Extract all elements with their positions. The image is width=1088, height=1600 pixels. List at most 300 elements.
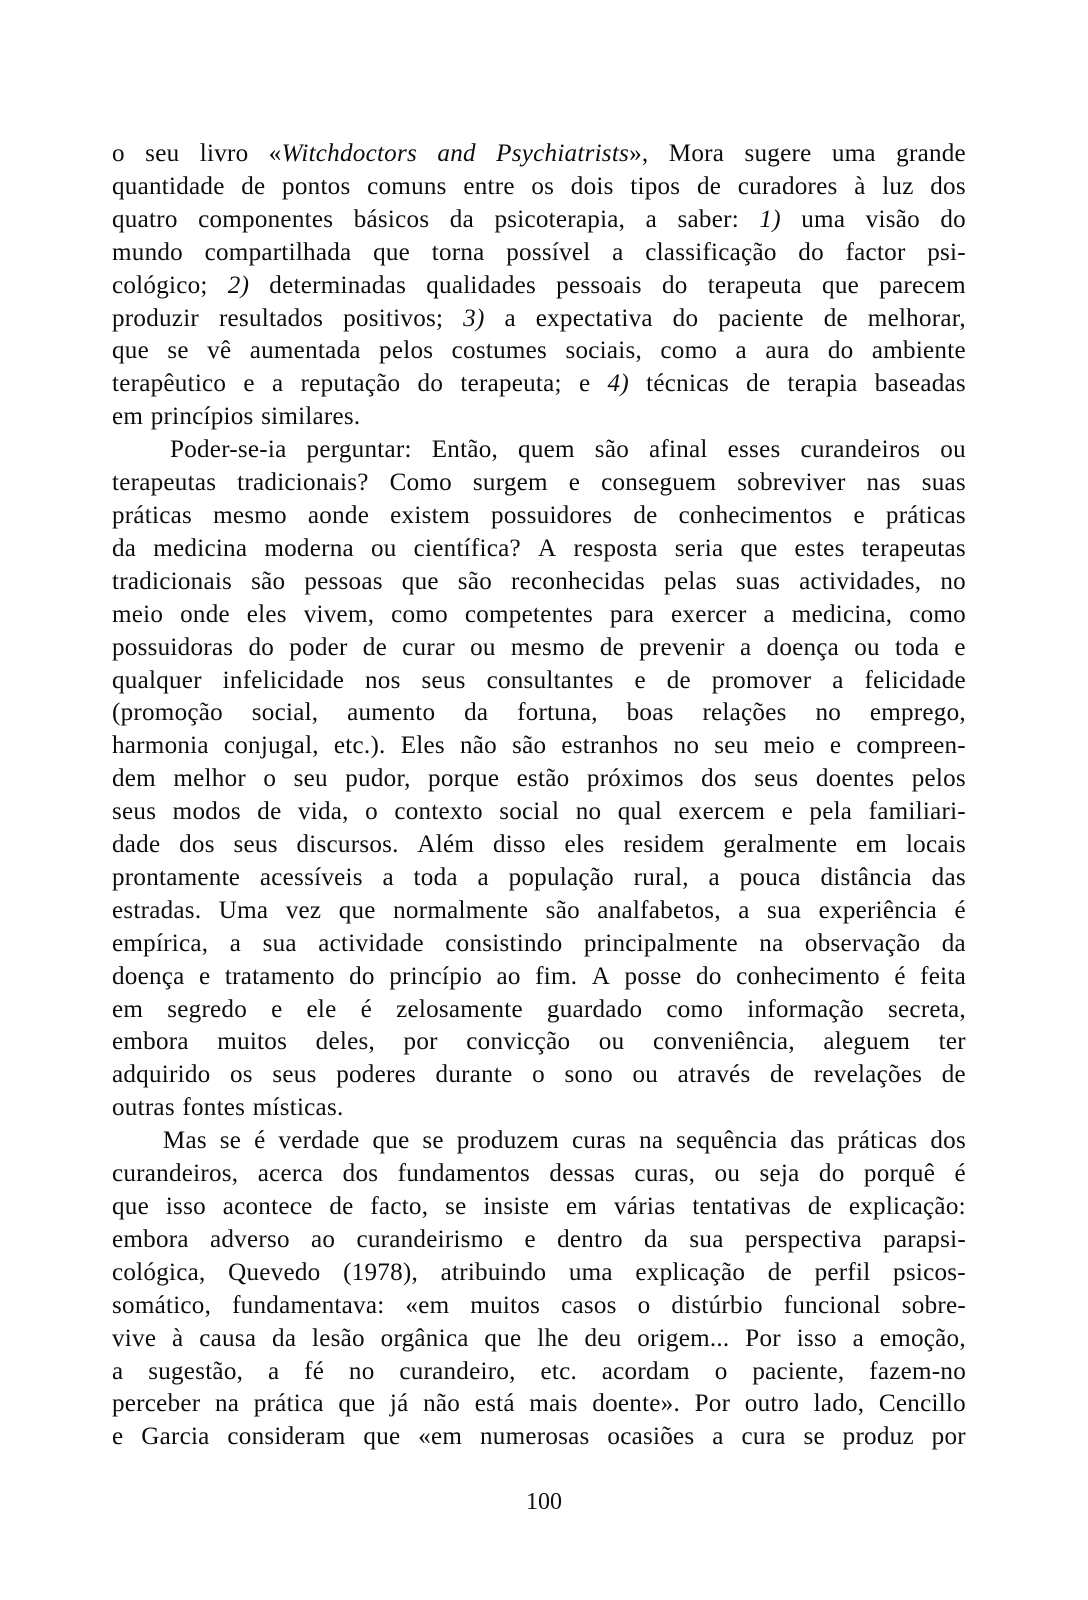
word: para — [609, 600, 655, 628]
word: do — [349, 962, 375, 990]
word: das — [790, 1127, 825, 1155]
word: dos — [342, 1160, 379, 1188]
word: a — [267, 1357, 280, 1385]
word: empírica, — [112, 929, 209, 957]
word: A — [591, 962, 611, 990]
word: como — [391, 600, 448, 628]
word: acordam — [601, 1357, 690, 1385]
word: compartilhada — [204, 238, 352, 266]
word: do — [940, 205, 966, 233]
word: social — [499, 798, 560, 826]
word: de — [823, 304, 848, 332]
paragraph-1 — [112, 138, 966, 434]
word: mesmo — [510, 633, 585, 661]
word: vida, — [297, 798, 349, 826]
word: no — [940, 567, 966, 595]
word: compreen- — [856, 732, 966, 760]
word: por — [403, 1028, 438, 1056]
word: entre — [463, 172, 515, 200]
word: costumes — [451, 337, 548, 365]
word: do — [818, 1160, 845, 1188]
word: isso — [796, 1324, 837, 1352]
word: no — [348, 1357, 375, 1385]
word: de — [599, 633, 624, 661]
word: grande — [896, 140, 966, 167]
word: Psychiatrists», — [496, 140, 649, 167]
word: durante — [435, 1061, 513, 1089]
word: Por — [694, 1390, 731, 1418]
word: sobre- — [901, 1291, 966, 1319]
text-line — [112, 303, 966, 336]
word: conhecimentos — [678, 501, 833, 529]
text-line — [112, 895, 966, 928]
word: na — [759, 929, 784, 957]
italic-text: Psychiatrists — [496, 140, 630, 167]
word: sugere — [744, 140, 812, 167]
word: práticas — [837, 1127, 918, 1155]
word: ele — [306, 995, 337, 1023]
text-line — [112, 961, 966, 994]
word: produzem — [456, 1127, 560, 1155]
word: poder — [289, 633, 348, 661]
word: Mora — [668, 140, 725, 167]
word: numerosas — [479, 1423, 590, 1451]
paragraph-2 — [112, 434, 966, 1125]
word: nos — [364, 666, 401, 694]
text-line — [112, 1224, 966, 1257]
word: medicina — [153, 534, 248, 562]
word: de — [941, 1061, 966, 1089]
word: (promoção — [112, 699, 223, 727]
word: melhor — [173, 765, 246, 793]
word: comuns — [367, 172, 447, 200]
word: pela — [809, 798, 853, 826]
word: a — [612, 238, 624, 266]
word: nas — [866, 469, 901, 497]
word: no — [815, 699, 842, 727]
text-line — [112, 171, 966, 204]
word: feita — [920, 962, 966, 990]
word: embora — [112, 1028, 189, 1056]
word: princípios — [150, 403, 254, 431]
word: o — [532, 1061, 545, 1089]
word: origem... — [637, 1324, 730, 1352]
word: básicos — [353, 205, 430, 233]
word: é — [954, 1160, 966, 1188]
word: distância — [820, 863, 912, 891]
word: tratamento — [224, 962, 335, 990]
word: aleguem — [823, 1028, 911, 1056]
text-line — [112, 599, 966, 632]
word: pelos — [911, 765, 966, 793]
word: aonde — [307, 501, 370, 529]
word: psicoterapia, — [494, 205, 626, 233]
word: surgem — [472, 469, 548, 497]
word: curar — [402, 633, 455, 661]
word: a — [738, 896, 750, 924]
text-line — [112, 467, 966, 500]
text-line — [112, 533, 966, 566]
word: curas — [571, 1127, 627, 1155]
italic-text: 4) — [607, 370, 629, 398]
word: acerca — [257, 1160, 324, 1188]
word: casos — [561, 1291, 617, 1319]
word: sobreviver — [737, 469, 846, 497]
word: de — [807, 1193, 832, 1220]
word: que — [372, 1127, 410, 1155]
word: pelos — [379, 337, 434, 365]
text-line — [112, 237, 966, 270]
word: da — [272, 1324, 297, 1352]
word: infelicidade — [222, 666, 345, 694]
word: parecem — [879, 271, 966, 299]
text-line — [112, 1257, 966, 1290]
word: de — [746, 370, 771, 398]
word: psi- — [927, 238, 966, 266]
word: não — [423, 1390, 461, 1418]
word: em — [112, 403, 144, 431]
word: do — [248, 633, 275, 661]
word: uma — [801, 205, 846, 233]
word: terapeutas — [112, 469, 217, 497]
text-line — [112, 1158, 966, 1191]
word: baseadas — [874, 370, 966, 398]
word: familiari- — [868, 798, 966, 826]
italic-text: 2) — [227, 271, 250, 299]
page-number: 100 — [526, 1489, 562, 1515]
word: dem — [112, 765, 156, 793]
text-line — [112, 763, 966, 796]
word: tentativas — [692, 1193, 791, 1220]
word: eles — [564, 831, 605, 859]
word: consideram — [227, 1423, 346, 1451]
word: muitos — [217, 1028, 288, 1056]
word: esses — [727, 436, 781, 464]
word: dessas — [549, 1160, 616, 1188]
word: positivos; — [343, 304, 444, 332]
word: ao — [311, 1225, 336, 1253]
text-line — [112, 928, 966, 961]
word: que — [338, 896, 376, 924]
text-line — [112, 434, 966, 467]
word: a — [229, 929, 242, 957]
word: a — [645, 205, 658, 233]
word: facto, — [370, 1193, 429, 1220]
word: que — [484, 1324, 522, 1352]
word: parapsi- — [883, 1225, 966, 1253]
word: residem — [623, 831, 705, 859]
word: etc. — [540, 1357, 577, 1385]
word: ou — [470, 633, 496, 661]
text-line — [112, 730, 966, 763]
word: tradicionais — [112, 567, 233, 595]
text-line — [112, 796, 966, 829]
word: existem — [390, 501, 470, 529]
word: pessoais — [556, 271, 642, 299]
word: geralmente — [723, 831, 838, 859]
word: ou — [940, 436, 966, 464]
word: produz — [842, 1423, 914, 1451]
word: seus — [272, 1061, 317, 1089]
word: distúrbio — [671, 1291, 763, 1319]
word: paciente, — [752, 1357, 845, 1385]
word: somático, — [112, 1291, 212, 1319]
text-line — [112, 862, 966, 895]
word: prática — [253, 1390, 324, 1418]
word: consultantes — [486, 666, 614, 694]
word: e — [634, 666, 646, 694]
word: de — [241, 172, 266, 200]
word: emprego, — [869, 699, 966, 727]
word: o — [714, 1357, 728, 1385]
word: similares. — [261, 403, 361, 431]
word: sua — [262, 929, 297, 957]
word: ou — [854, 633, 880, 661]
word: fontes — [182, 1094, 246, 1122]
word: psicos- — [893, 1258, 966, 1286]
word: prontamente — [112, 863, 241, 891]
word: várias — [614, 1193, 676, 1220]
word: a — [708, 863, 720, 891]
word: já — [389, 1390, 409, 1418]
word: se — [803, 1423, 825, 1451]
text-line — [112, 1092, 966, 1125]
word: científica? — [413, 534, 521, 562]
word: os — [531, 172, 555, 200]
word: Além — [417, 831, 475, 859]
word: em — [856, 831, 888, 859]
word: meio — [112, 600, 164, 628]
word: secreta, — [888, 995, 966, 1023]
word: a — [735, 337, 747, 365]
word: terapeuta — [707, 271, 802, 299]
word: pelas — [664, 567, 717, 595]
word: estranhos — [561, 732, 659, 760]
word: à — [172, 1324, 184, 1352]
word: a — [852, 1324, 864, 1352]
word: posse — [624, 962, 682, 990]
word: ou — [370, 534, 397, 562]
word: do — [798, 238, 824, 266]
word: na — [639, 1127, 664, 1155]
word: Por — [745, 1324, 781, 1352]
word: que — [112, 337, 149, 365]
word: suas — [921, 469, 966, 497]
word: o — [112, 140, 125, 167]
word: actividade — [318, 929, 424, 957]
word: são — [251, 567, 286, 595]
word: sua — [689, 1225, 724, 1253]
word: harmonia — [112, 732, 209, 760]
word: principalmente — [583, 929, 738, 957]
word: vez — [285, 896, 322, 924]
word: suas — [735, 567, 781, 595]
word: deu — [584, 1324, 622, 1352]
word: seus — [233, 831, 278, 859]
word — [228, 270, 249, 303]
word: Poder-se-ia — [170, 436, 287, 464]
paragraph-3 — [112, 1125, 966, 1454]
word: por — [931, 1423, 966, 1451]
text-line — [112, 1356, 966, 1389]
word: tradicionais? — [237, 469, 369, 497]
word: curadores — [737, 172, 838, 200]
word: e — [524, 1225, 536, 1253]
word: moderna — [264, 534, 354, 562]
text-line — [112, 566, 966, 599]
word: próximos — [586, 765, 684, 793]
word: a — [504, 304, 516, 332]
word: e — [271, 995, 283, 1023]
word: da — [643, 1225, 669, 1253]
word: ou — [632, 1061, 659, 1089]
word: luz — [882, 172, 914, 200]
word: meio — [763, 732, 815, 760]
word: curandeiros, — [112, 1160, 239, 1188]
text-line — [112, 697, 966, 730]
word: curandeiro, — [399, 1357, 516, 1385]
word: boas — [626, 699, 674, 727]
word: a — [763, 600, 775, 628]
word: qualidades — [426, 271, 537, 299]
word: uma — [831, 140, 876, 167]
word: terapeutas — [861, 534, 966, 562]
word: resposta — [573, 534, 658, 562]
word: orgânica — [380, 1324, 469, 1352]
word: de — [633, 501, 658, 529]
word: e — [243, 370, 255, 398]
word: no — [673, 732, 700, 760]
word: curas, — [634, 1160, 696, 1188]
word: dos — [930, 1127, 966, 1155]
word — [463, 303, 484, 336]
word — [759, 204, 780, 237]
word: felicidade — [864, 666, 966, 694]
word: seria — [674, 534, 724, 562]
word: factor — [845, 238, 906, 266]
word: fundamentos — [397, 1160, 531, 1188]
text-line — [112, 665, 966, 698]
word: ocasiões — [607, 1423, 695, 1451]
word: de — [770, 1061, 795, 1089]
word: informação — [747, 995, 864, 1023]
word: melhorar, — [867, 304, 966, 332]
word: do — [417, 370, 444, 398]
word: como — [660, 337, 718, 365]
word: aumentada — [249, 337, 361, 365]
word: verdade — [278, 1127, 360, 1155]
word: seu — [293, 765, 328, 793]
word: e — [853, 501, 865, 529]
word: terapeuta; — [460, 370, 562, 398]
text-line — [112, 1026, 966, 1059]
word: outras — [112, 1094, 175, 1122]
word: de — [257, 798, 282, 826]
word: a — [477, 863, 489, 891]
word: possuidoras — [112, 633, 234, 661]
word: causa — [199, 1324, 257, 1352]
word: acontece — [222, 1193, 313, 1220]
word: é — [894, 962, 906, 990]
word: de — [362, 633, 387, 661]
word: seu — [714, 732, 749, 760]
word: de — [666, 666, 691, 694]
word: e — [781, 798, 793, 826]
word: e — [568, 469, 581, 497]
word: perspectiva — [744, 1225, 862, 1253]
word: vivem, — [303, 600, 375, 628]
word: das — [931, 863, 966, 891]
word: livro — [199, 140, 249, 167]
word: outro — [744, 1390, 800, 1418]
word: seus — [754, 765, 799, 793]
word: a — [382, 863, 394, 891]
word: quem — [518, 436, 575, 464]
text-line — [112, 500, 966, 533]
word: modos — [172, 798, 241, 826]
word: como — [909, 600, 966, 628]
word: terapêutico — [112, 370, 227, 398]
word: perfil — [814, 1258, 871, 1286]
word: saber: — [677, 205, 739, 233]
word: Quevedo — [228, 1258, 321, 1286]
word: exercer — [671, 600, 747, 628]
word: acessíveis — [259, 863, 363, 891]
word: ambiente — [871, 337, 966, 365]
word: é — [360, 995, 373, 1023]
word: estes — [794, 534, 845, 562]
word: da — [449, 205, 474, 233]
word: explicação — [635, 1258, 746, 1286]
word: disso — [492, 831, 546, 859]
italic-text: 1) — [759, 205, 781, 233]
word: emoção, — [879, 1324, 966, 1352]
word: à — [854, 172, 866, 200]
word: Eles — [400, 732, 445, 760]
word: a — [739, 633, 752, 661]
word: no — [575, 798, 602, 826]
word: dade — [112, 831, 161, 859]
word: adverso — [210, 1225, 290, 1253]
word: fé — [304, 1357, 325, 1385]
word: é — [954, 896, 966, 924]
word: embora — [112, 1225, 189, 1253]
word — [437, 138, 475, 171]
word: na — [214, 1390, 240, 1418]
text-line — [112, 994, 966, 1027]
text-line — [112, 1191, 966, 1224]
word: mundo — [112, 238, 183, 266]
word: pessoas — [304, 567, 383, 595]
word: visão — [865, 205, 920, 233]
word: zelosamente — [396, 995, 523, 1023]
word: consistindo — [445, 929, 563, 957]
word: a — [272, 370, 284, 398]
word: conhecimento — [736, 962, 880, 990]
word: classificação — [645, 238, 777, 266]
word: mesmo — [213, 501, 287, 529]
word: místicas. — [252, 1094, 344, 1122]
word: e — [112, 1423, 124, 1451]
text-line — [112, 1059, 966, 1092]
word: analfabetos, — [597, 896, 721, 924]
italic-text: 3) — [463, 304, 485, 332]
word — [608, 368, 629, 401]
word: doença — [766, 633, 840, 661]
word: sociais, — [565, 337, 643, 365]
word: seus — [112, 798, 157, 826]
word: a — [712, 1423, 724, 1451]
